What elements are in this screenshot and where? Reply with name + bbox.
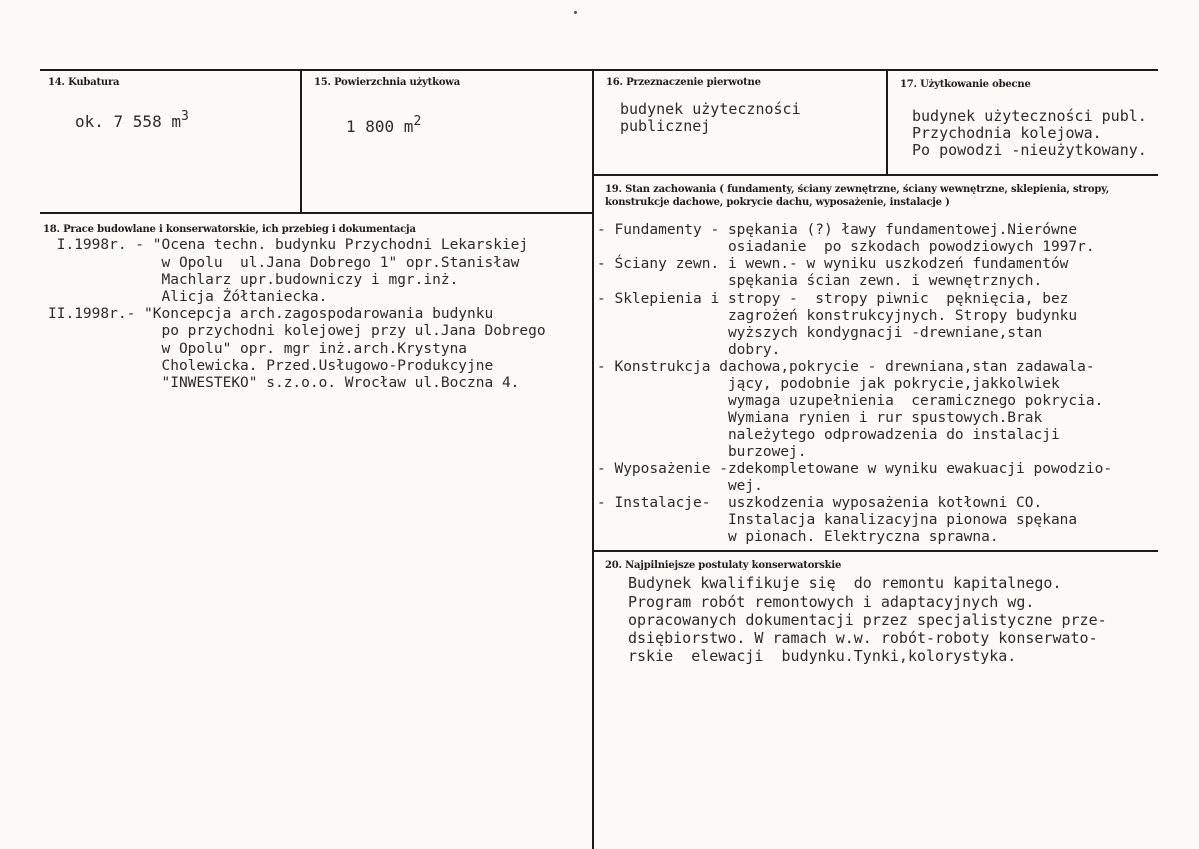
punch-mark bbox=[574, 11, 577, 14]
powierzchnia-value bbox=[346, 113, 421, 136]
prace-line-6: po przychodni kolejowej przy ul.Jana Dobrego bbox=[48, 323, 546, 339]
stan-line-16: wej. bbox=[597, 478, 763, 494]
prace-line-3: Machlarz upr.budowniczy i mgr.inż. bbox=[48, 272, 459, 288]
powierzchnia-sup: 2 bbox=[413, 114, 422, 129]
stan-line-8: dobry. bbox=[597, 342, 781, 358]
stan-line-19: w pionach. Elektryczna sprawna. bbox=[597, 529, 999, 545]
prace-line-5: II.1998r.- "Koncepcja arch.zagospodarowania budynku bbox=[48, 306, 494, 322]
uzytkowanie-line-2: Przychodnia kolejowa. bbox=[912, 124, 1102, 142]
stan-label-2: konstrukcje dachowe, pokrycie dachu, wyposażenie, instalacje ) bbox=[605, 197, 950, 208]
kubatura-sup: 3 bbox=[180, 109, 189, 124]
prace-label: 18. Prace budowlane i konserwatorskie, ich przebieg i dokumentacja bbox=[43, 224, 416, 235]
uzytkowanie-line-1: budynek użyteczności publ. bbox=[912, 107, 1147, 125]
stan-line-7: wyższych kondygnacji -drewniane,stan bbox=[597, 325, 1043, 341]
uzytkowanie-line-3: Po powodzi -nieużytkowany. bbox=[912, 141, 1147, 159]
stan-line-15: - Wyposażenie -zdekompletowane w wyniku ewakuacji powodzio- bbox=[597, 461, 1113, 477]
postulaty-line-5: rskie elewacji budynku.Tynki,kolorystyka. bbox=[628, 647, 1017, 665]
postulaty-line-2: Program robót remontowych i adaptacyjnych wg. bbox=[628, 593, 1035, 611]
uzytkowanie-label: 17. Użytkowanie obecne bbox=[900, 79, 1031, 90]
stan-line-5: - Sklepienia i stropy - stropy piwnic pęknięcia, bez bbox=[597, 291, 1069, 307]
powierzchnia-text: 1 800 m bbox=[346, 117, 414, 136]
prace-line-1: I.1998r. - "Ocena techn. budynku Przychodni Lekarskiej bbox=[48, 237, 529, 253]
postulaty-line-4: dsiębiorstwo. W ramach w.w. robót-roboty konserwato- bbox=[628, 629, 1098, 647]
kubatura-value bbox=[75, 108, 189, 131]
stan-line-3: - Ściany zewn. i wewn.- w wyniku uszkodzeń fundamentów bbox=[597, 256, 1069, 272]
stan-line-9: - Konstrukcja dachowa,pokrycie - drewniana,stan zadawala- bbox=[597, 359, 1095, 375]
stan-line-6: zagrożeń konstrukcyjnych. Stropy budynku bbox=[597, 308, 1078, 324]
stan-line-4: spękania ścian zewn. i wewnętrznych. bbox=[597, 273, 1043, 289]
vrule-14-15 bbox=[300, 70, 302, 213]
przeznaczenie-line-1: budynek użyteczności bbox=[620, 100, 801, 118]
vrule-16-17 bbox=[886, 70, 888, 174]
prace-line-2: w Opolu ul.Jana Dobrego 1" opr.Stanisław bbox=[48, 255, 520, 271]
stan-line-11: wymaga uzupełnienia ceramicznego pokrycia. bbox=[597, 393, 1104, 409]
stan-line-2: osiadanie po szkodach powodziowych 1997r. bbox=[597, 239, 1095, 255]
powierzchnia-label: 15. Powierzchnia użytkowa bbox=[314, 77, 460, 88]
stan-line-17: - Instalacje- uszkodzenia wyposażenia kotłowni CO. bbox=[597, 495, 1043, 511]
postulaty-line-1: Budynek kwalifikuje się do remontu kapitalnego. bbox=[628, 574, 1062, 592]
stan-line-18: Instalacja kanalizacyjna pionowa spękana bbox=[597, 512, 1078, 528]
stan-line-1: - Fundamenty - spękania (?) ławy fundamentowej.Nierówne bbox=[597, 222, 1078, 238]
rule-under-15 bbox=[40, 212, 593, 214]
prace-line-4: Alicja Żółtaniecka. bbox=[48, 289, 328, 305]
rule-under-17 bbox=[593, 174, 1158, 176]
prace-line-8: Cholewicka. Przed.Usługowo-Produkcyjne bbox=[48, 358, 494, 374]
stan-line-12: Wymiana rynien i rur spustowych.Brak bbox=[597, 410, 1043, 426]
prace-line-9: "INWESTEKO" s.z.o.o. Wrocław ul.Boczna 4. bbox=[48, 375, 520, 391]
stan-line-13: należytego odprowadzenia do instalacji bbox=[597, 427, 1060, 443]
rule-above-20 bbox=[593, 550, 1158, 552]
top-rule bbox=[40, 69, 1158, 71]
kubatura-label: 14. Kubatura bbox=[48, 77, 120, 88]
stan-label-1: 19. Stan zachowania ( fundamenty, ściany zewnętrzne, ściany wewnętrzne, sklepienia, stropy, bbox=[605, 184, 1110, 195]
stan-line-14: burzowej. bbox=[597, 444, 807, 460]
przeznaczenie-label: 16. Przeznaczenie pierwotne bbox=[606, 77, 761, 88]
postulaty-line-3: opracowanych dokumentacji przez specjalistyczne prze- bbox=[628, 611, 1107, 629]
prace-line-7: w Opolu" opr. mgr inż.arch.Krystyna bbox=[48, 341, 468, 357]
przeznaczenie-line-2: publicznej bbox=[620, 117, 711, 135]
vrule-main bbox=[592, 70, 594, 849]
kubatura-text: ok. 7 558 m bbox=[75, 112, 181, 131]
postulaty-label: 20. Najpilniejsze postulaty konserwatorskie bbox=[605, 560, 842, 571]
stan-line-10: jący, podobnie jak pokrycie,jakkolwiek bbox=[597, 376, 1060, 392]
